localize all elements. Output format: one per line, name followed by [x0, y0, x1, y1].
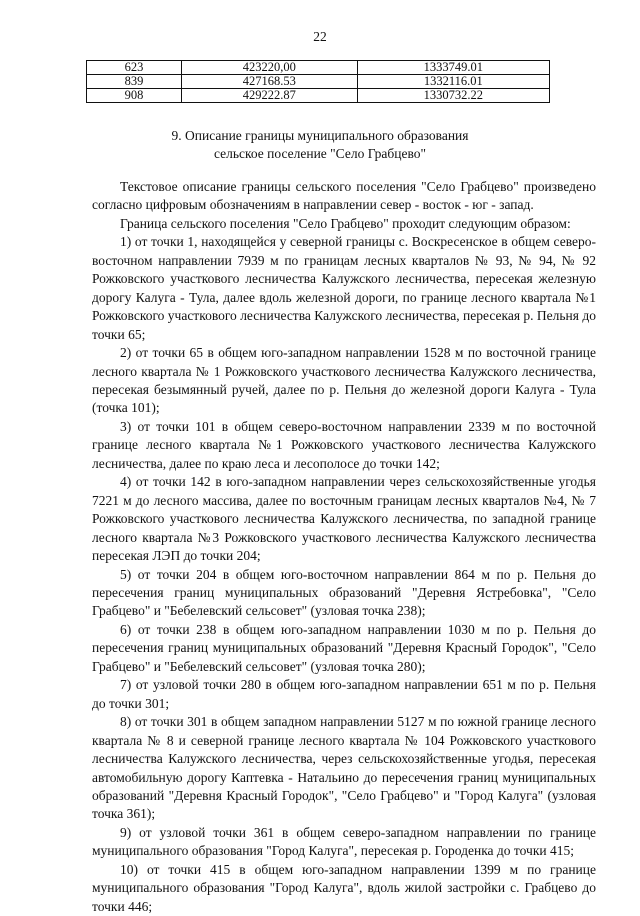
table-cell-x: 427168.53: [182, 75, 358, 89]
boundary-segment-2: 2) от точки 65 в общем юго-западном направлении 1528 м по восточной границе лесного квартала № 1 Рожковского участкового лесничества Калужского лесничества, пересекая безымянный ручей, далее по р. Пельня до железной дороги Калуга - Тула (точка 101);: [92, 345, 596, 416]
section-title-line-1: 9. Описание границы муниципального образования: [171, 128, 469, 143]
table-cell-point: 839: [87, 75, 182, 89]
table-row: [87, 61, 550, 75]
table-row: [87, 75, 550, 89]
boundary-segment-8: 8) от точки 301 в общем западном направлении 5127 м по южной границе лесного квартала № 8 и северной границе лесного квартала № 104 Рожковского участкового лесничества Калужского лесничества, через сельскохозяйственные угодья, пересекая автомобильную дорогу Каптевка - Натальино до пересечения границ муниципальных образований "Деревня Красный Городок", "Село Грабцево" и "Город Калуга" (узловая точка 361);: [92, 714, 596, 822]
boundary-description: [92, 178, 596, 916]
page-number: 22: [313, 29, 327, 44]
table-cell-y: 1330732.22: [357, 89, 549, 103]
boundary-segment-9: 9) от узловой точки 361 в общем северо-западном направлении по границе муниципального образования "Город Калуга", пересекая р. Городенка до точки 415;: [92, 824, 596, 859]
boundary-segment-10: 10) от точки 415 в общем юго-западном направлении 1399 м по границе муниципального образования "Город Калуга", вдоль жилой застройки с. Грабцево до точки 446;: [92, 861, 596, 914]
boundary-segment-1: 1) от точки 1, находящейся у северной границы с. Воскресенское в общем северо-восточном направлении 7939 м по границам лесных кварталов № 93, № 94, № 92 Рожковского участкового лесничества Калужского лесничества, пересекая железную дорогу Калуга - Тула, далее вдоль железной дороги, по границе лесного квартала №1 Рожковского участкового лесничества Калужского лесничества, пересекая р. Пельня до точки 65;: [92, 234, 596, 342]
boundary-segment-5: 5) от точки 204 в общем юго-восточном направлении 864 м по р. Пельня до пересечения границ муниципальных образований "Деревня Ястребовка", "Село Грабцево" и "Бебелевский сельсовет" (узловая точка 238);: [92, 566, 596, 619]
boundary-segment-7: 7) от узловой точки 280 в общем юго-западном направлении 651 м по р. Пельня до точки 301;: [92, 677, 596, 711]
boundary-segment-3: 3) от точки 101 в общем северо-восточном направлении 2339 м по восточной границе лесного квартала №1 Рожковского участкового лесничества Калужского лесничества, далее по краю леса и лесополосе до точки 142;: [92, 418, 596, 471]
table-cell-x: 423220,00: [182, 61, 358, 75]
section-title-line-2: сельское поселение "Село Грабцево": [213, 146, 427, 161]
table-row: [87, 89, 550, 103]
section-title: [0, 127, 640, 163]
table-cell-point: 623: [87, 61, 182, 75]
lead-paragraph: Граница сельского поселения "Село Грабцево" проходит следующим образом:: [120, 215, 571, 231]
coordinates-table: [86, 60, 550, 103]
table-cell-point: 908: [87, 89, 182, 103]
table-cell-x: 429222.87: [182, 89, 358, 103]
boundary-segment-4: 4) от точки 142 в юго-западном направлении через сельскохозяйственные угодья 7221 м до лесного массива, далее по восточным границам лесных кварталов №4, № 7 Рожковского участкового лесничества Калужского лесничества, по западной границе лесного квартала №3 Рожковского участкового лесничества Калужского лесничества пересекая ЛЭП до точки 204;: [92, 474, 596, 564]
boundary-segment-6: 6) от точки 238 в общем юго-западном направлении 1030 м по р. Пельня до пересечения границ муниципальных образований "Деревня Красный Городок", "Село Грабцево" и "Бебелевский сельсовет" (узловая точка 280);: [92, 621, 596, 674]
table-cell-y: 1333749.01: [357, 61, 549, 75]
intro-paragraph: Текстовое описание границы сельского поселения "Село Грабцево" произведено согласно цифровым обозначениям в направлении север - восток - юг - запад.: [92, 179, 596, 213]
table-cell-y: 1332116.01: [357, 75, 549, 89]
